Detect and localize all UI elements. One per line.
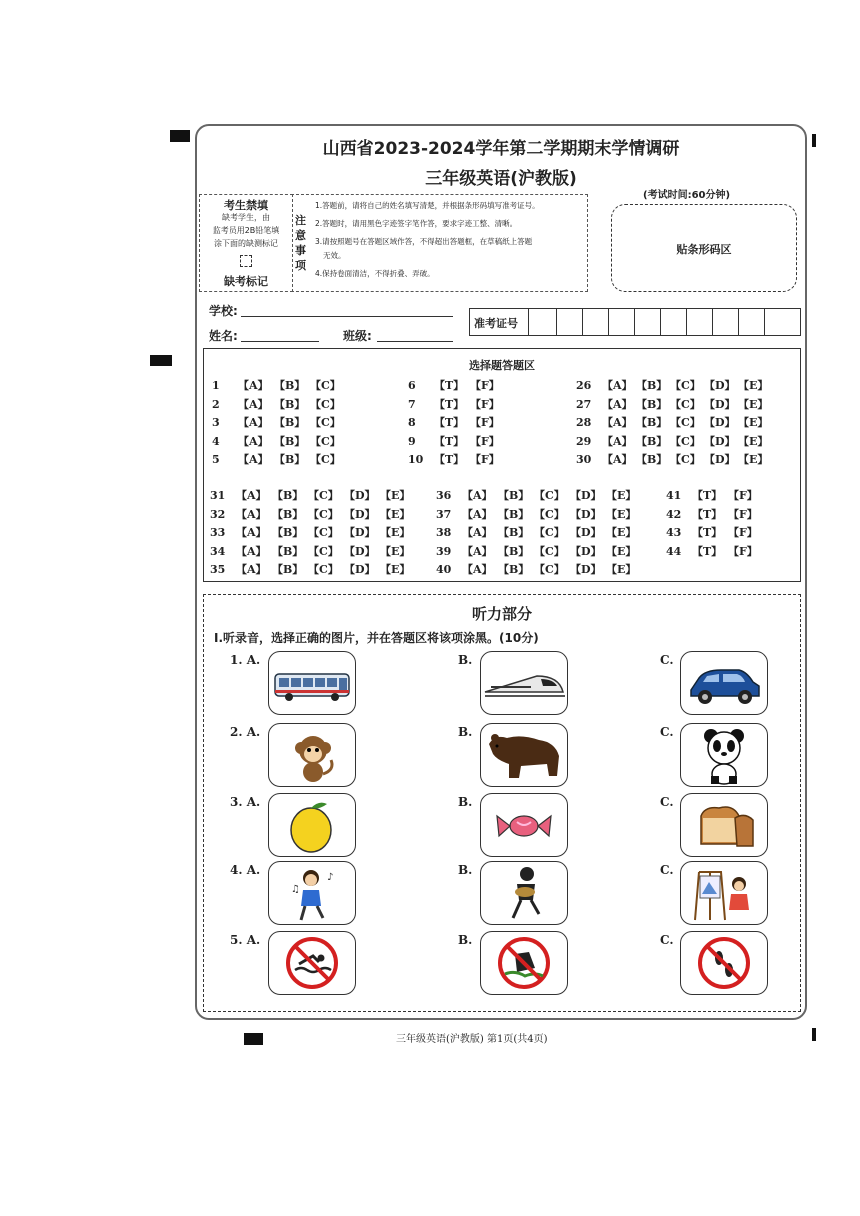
page-footer: 三年级英语(沪教版) 第1页(共4页) xyxy=(396,1034,548,1045)
question-list xyxy=(204,595,800,1011)
answer-option-bubble[interactable]: 【B】 xyxy=(636,416,668,429)
answer-row xyxy=(576,396,772,412)
answer-option-bubble[interactable]: 【D】 xyxy=(704,434,736,448)
answer-option-bubble[interactable]: 【D】 xyxy=(344,526,376,539)
answer-option-bubble[interactable]: 【A】 xyxy=(602,379,633,392)
option-b-label: B. xyxy=(458,863,473,877)
answer-option-bubble[interactable]: 【B】 xyxy=(272,489,304,502)
answer-option-bubble[interactable]: 【D】 xyxy=(704,379,736,392)
question-number: 5 xyxy=(212,453,220,466)
answer-option-bubble[interactable]: 【E】 xyxy=(738,379,769,392)
answer-option-bubble[interactable]: 【F】 xyxy=(470,397,500,411)
answer-option-bubble[interactable]: 【C】 xyxy=(670,397,701,411)
answer-option-bubble[interactable]: 【F】 xyxy=(470,434,500,448)
answer-option-bubble[interactable]: 【B】 xyxy=(274,379,306,392)
question-number: 27 xyxy=(576,397,592,411)
option-c-label: C. xyxy=(660,863,674,877)
answer-option-bubble[interactable]: 【E】 xyxy=(380,489,411,502)
question-number: 38 xyxy=(436,526,452,539)
picture-option[interactable] xyxy=(268,861,356,925)
answer-option-bubble[interactable]: 【B】 xyxy=(274,397,306,411)
answer-row xyxy=(666,543,764,559)
answer-option-bubble[interactable]: 【C】 xyxy=(308,526,339,539)
answer-option-bubble[interactable]: 【D】 xyxy=(344,544,376,558)
picture-option[interactable] xyxy=(268,651,356,715)
answer-option-bubble[interactable]: 【B】 xyxy=(272,563,304,576)
question-label: 5. A. xyxy=(230,933,261,947)
answer-row xyxy=(408,377,506,393)
answer-option-bubble[interactable]: 【A】 xyxy=(238,397,269,411)
question-number: 7 xyxy=(408,397,416,411)
question-label: 4. A. xyxy=(230,863,261,877)
answer-option-bubble[interactable]: 【B】 xyxy=(274,453,306,466)
question-number: 43 xyxy=(666,526,682,539)
listening-instruction: Ⅰ.听录音，选择正确的图片，并在答题区将该项涂黑。(10分) xyxy=(214,631,539,645)
picture-option[interactable] xyxy=(480,861,568,925)
question-number: 39 xyxy=(436,544,452,558)
answer-option-bubble[interactable]: 【T】 xyxy=(692,507,723,521)
no-walking-icon xyxy=(681,932,767,995)
answer-option-bubble[interactable]: 【B】 xyxy=(274,434,306,448)
answer-option-bubble[interactable]: 【B】 xyxy=(272,507,304,521)
answer-option-bubble[interactable]: 【B】 xyxy=(498,544,530,558)
notes-label: 注意事项 xyxy=(295,214,306,272)
absence-heading: 考生禁填 xyxy=(224,199,268,212)
question-number: 34 xyxy=(210,544,226,558)
answer-row xyxy=(576,433,772,449)
bear-icon xyxy=(481,724,567,787)
picture-option[interactable] xyxy=(268,931,356,995)
answer-row xyxy=(576,377,772,393)
answer-row xyxy=(210,561,416,577)
answer-option-bubble[interactable]: 【D】 xyxy=(570,526,602,539)
no-stepping-icon xyxy=(481,932,567,995)
answer-option-bubble[interactable]: 【A】 xyxy=(236,544,267,558)
answer-option-bubble[interactable]: 【A】 xyxy=(462,507,493,521)
question-number: 41 xyxy=(666,489,682,502)
answer-option-bubble[interactable]: 【A】 xyxy=(236,489,267,502)
page-title: 山西省2023-2024学年第二学期期末学情调研 xyxy=(322,139,680,159)
answer-option-bubble[interactable]: 【E】 xyxy=(738,434,769,448)
absence-text-2: 监考员用2B铅笔填 xyxy=(212,226,280,235)
answer-option-bubble[interactable]: 【A】 xyxy=(602,397,633,411)
exam-number-cell[interactable] xyxy=(608,309,609,335)
answer-option-bubble[interactable]: 【E】 xyxy=(738,397,769,411)
answer-option-bubble[interactable]: 【D】 xyxy=(704,453,736,466)
option-c-label: C. xyxy=(660,795,674,809)
answer-row xyxy=(210,524,416,540)
picture-option[interactable] xyxy=(680,931,768,995)
monkey-icon xyxy=(269,724,355,787)
answer-option-bubble[interactable]: 【A】 xyxy=(238,379,269,392)
question-number: 33 xyxy=(210,526,226,539)
question-number: 37 xyxy=(436,507,452,521)
answer-row xyxy=(212,414,346,430)
answer-option-bubble[interactable]: 【A】 xyxy=(602,453,633,466)
question-label: 1. A. xyxy=(230,653,261,667)
answer-option-bubble[interactable]: 【A】 xyxy=(462,563,493,576)
choice-answer-area xyxy=(203,348,801,582)
question-number: 3 xyxy=(212,416,220,429)
answer-option-bubble[interactable]: 【F】 xyxy=(470,416,500,429)
class-input[interactable] xyxy=(377,341,453,342)
answer-option-bubble[interactable]: 【A】 xyxy=(238,453,269,466)
question-number: 30 xyxy=(576,453,592,466)
answer-option-bubble[interactable]: 【B】 xyxy=(274,416,306,429)
answer-option-bubble[interactable]: 【B】 xyxy=(498,526,530,539)
answer-row xyxy=(436,561,642,577)
picture-option[interactable] xyxy=(480,651,568,715)
name-input[interactable] xyxy=(241,341,319,342)
question-number: 1 xyxy=(212,379,220,392)
answer-option-bubble[interactable]: 【A】 xyxy=(238,416,269,429)
high-speed-train-icon xyxy=(481,652,567,715)
question-number: 29 xyxy=(576,434,592,448)
answer-option-bubble[interactable]: 【B】 xyxy=(498,489,530,502)
question-number: 26 xyxy=(576,379,592,392)
answer-option-bubble[interactable]: 【D】 xyxy=(570,489,602,502)
answer-option-bubble[interactable]: 【T】 xyxy=(434,453,465,466)
svg-text:♪: ♪ xyxy=(327,872,334,883)
notes-box xyxy=(291,194,588,292)
answer-row xyxy=(212,396,346,412)
answer-option-bubble[interactable]: 【A】 xyxy=(462,544,493,558)
option-b-label: B. xyxy=(458,725,473,739)
answer-option-bubble[interactable]: 【D】 xyxy=(344,489,376,502)
answer-option-bubble[interactable]: 【T】 xyxy=(434,434,465,448)
option-b-label: B. xyxy=(458,933,473,947)
answer-option-bubble[interactable]: 【B】 xyxy=(636,434,668,448)
exam-number-cell[interactable] xyxy=(634,309,635,335)
answer-option-bubble[interactable]: 【E】 xyxy=(380,526,411,539)
question-number: 4 xyxy=(212,434,220,448)
answer-option-bubble[interactable]: 【T】 xyxy=(692,526,723,539)
absence-text-1: 缺考学生，由 xyxy=(222,213,270,222)
question-label: 2. A. xyxy=(230,725,261,739)
answer-option-bubble[interactable]: 【C】 xyxy=(534,526,565,539)
note-item-4: 4.保持卷面清洁，不得折叠、弄破。 xyxy=(315,269,435,278)
answer-row xyxy=(210,487,416,503)
question-number: 44 xyxy=(666,544,682,558)
girl-drawing-icon xyxy=(681,862,767,925)
answer-row xyxy=(436,524,642,540)
answer-option-bubble[interactable]: 【C】 xyxy=(670,379,701,392)
answer-row xyxy=(408,451,506,467)
exam-number-label: 准考证号 xyxy=(474,317,518,330)
svg-text:♫: ♫ xyxy=(291,884,300,895)
answer-option-bubble[interactable]: 【C】 xyxy=(534,489,565,502)
picture-option[interactable] xyxy=(680,861,768,925)
barcode-label: 贴条形码区 xyxy=(676,243,732,256)
school-input[interactable] xyxy=(241,316,453,317)
absence-mark-label: 缺考标记 xyxy=(224,275,268,288)
picture-option[interactable] xyxy=(680,651,768,715)
registration-mark-bottom-right xyxy=(812,1028,816,1041)
panda-icon xyxy=(681,724,767,787)
answer-row xyxy=(408,433,506,449)
exam-number-cell[interactable] xyxy=(738,309,739,335)
answer-option-bubble[interactable]: 【C】 xyxy=(308,489,339,502)
answer-option-bubble[interactable]: 【D】 xyxy=(570,544,602,558)
answer-option-bubble[interactable]: 【D】 xyxy=(570,507,602,521)
answer-option-bubble[interactable]: 【C】 xyxy=(670,434,701,448)
answer-option-bubble[interactable]: 【B】 xyxy=(636,453,668,466)
question-number: 36 xyxy=(436,489,452,502)
answer-option-bubble[interactable]: 【T】 xyxy=(692,489,723,502)
answer-row xyxy=(408,396,506,412)
answer-option-bubble[interactable]: 【E】 xyxy=(606,544,637,558)
picture-option[interactable] xyxy=(268,793,356,857)
answer-row xyxy=(666,487,764,503)
class-label: 班级: xyxy=(343,329,372,343)
answer-option-bubble[interactable]: 【B】 xyxy=(636,379,668,392)
answer-option-bubble[interactable]: 【C】 xyxy=(308,507,339,521)
answer-option-bubble[interactable]: 【F】 xyxy=(728,507,758,521)
boy-running-icon xyxy=(481,862,567,925)
answer-row xyxy=(408,414,506,430)
picture-option[interactable] xyxy=(480,793,568,857)
lemon-icon xyxy=(269,794,355,857)
answer-option-bubble[interactable]: 【C】 xyxy=(310,434,341,448)
candy-icon xyxy=(481,794,567,857)
bread-icon xyxy=(681,794,767,857)
question-number: 6 xyxy=(408,379,416,392)
exam-number-cell[interactable] xyxy=(712,309,713,335)
note-item-1: 1.答题前，请将自己的姓名填写清楚，并根据条形码填写准考证号。 xyxy=(315,201,540,210)
answer-option-bubble[interactable]: 【C】 xyxy=(310,379,341,392)
question-number: 2 xyxy=(212,397,220,411)
answer-option-bubble[interactable]: 【D】 xyxy=(344,563,376,576)
answer-option-bubble[interactable]: 【A】 xyxy=(236,507,267,521)
absence-text-3: 涂下面的缺测标记 xyxy=(214,239,278,248)
answer-option-bubble[interactable]: 【T】 xyxy=(434,416,465,429)
answer-option-bubble[interactable]: 【D】 xyxy=(704,397,736,411)
answer-option-bubble[interactable]: 【C】 xyxy=(534,563,565,576)
note-item-2: 2.答题时，请用黑色字迹签字笔作答，要求字迹工整、清晰。 xyxy=(315,219,518,228)
answer-option-bubble[interactable]: 【F】 xyxy=(728,489,758,502)
car-icon xyxy=(681,652,767,715)
note-item-3-cont: 无效。 xyxy=(323,251,346,260)
note-item-3: 3.请按照题号在答题区域作答，不得超出答题框，在草稿纸上答题 xyxy=(315,237,533,246)
answer-option-bubble[interactable]: 【E】 xyxy=(738,416,769,429)
answer-option-bubble[interactable]: 【C】 xyxy=(534,507,565,521)
question-number: 32 xyxy=(210,507,226,521)
listening-title: 听力部分 xyxy=(471,605,532,623)
answer-option-bubble[interactable]: 【A】 xyxy=(462,526,493,539)
bus-icon xyxy=(269,652,355,715)
answer-row xyxy=(436,506,642,522)
answer-row xyxy=(212,451,346,467)
answer-option-bubble[interactable]: 【C】 xyxy=(310,453,341,466)
answer-row xyxy=(210,506,416,522)
answer-option-bubble[interactable]: 【A】 xyxy=(462,489,493,502)
option-c-label: C. xyxy=(660,933,674,947)
answer-option-bubble[interactable]: 【E】 xyxy=(606,489,637,502)
registration-mark-bottom-left xyxy=(244,1033,263,1045)
answer-option-bubble[interactable]: 【F】 xyxy=(728,526,758,539)
answer-row xyxy=(436,543,642,559)
choice-area-title: 选择题答题区 xyxy=(469,359,535,372)
answer-option-bubble[interactable]: 【E】 xyxy=(738,453,769,466)
question-number: 42 xyxy=(666,507,682,521)
answer-row xyxy=(666,524,764,540)
picture-option[interactable] xyxy=(680,723,768,787)
answer-row xyxy=(212,433,346,449)
answer-option-bubble[interactable]: 【C】 xyxy=(670,453,701,466)
question-number: 31 xyxy=(210,489,226,502)
registration-mark-mid-left xyxy=(150,355,172,366)
exam-number-cell[interactable] xyxy=(660,309,661,335)
school-label: 学校: xyxy=(209,304,238,318)
option-b-label: B. xyxy=(458,653,473,667)
answer-option-bubble[interactable]: 【E】 xyxy=(380,507,411,521)
answer-option-bubble[interactable]: 【F】 xyxy=(470,379,500,392)
option-c-label: C. xyxy=(660,725,674,739)
answer-option-bubble[interactable]: 【E】 xyxy=(606,563,637,576)
answer-option-bubble[interactable]: 【D】 xyxy=(704,416,736,429)
option-c-label: C. xyxy=(660,653,674,667)
answer-option-bubble[interactable]: 【D】 xyxy=(570,563,602,576)
name-label: 姓名: xyxy=(209,329,238,343)
no-swimming-icon xyxy=(269,932,355,995)
answer-option-bubble[interactable]: 【B】 xyxy=(272,544,304,558)
exam-number-cell[interactable] xyxy=(556,309,557,335)
answer-option-bubble[interactable]: 【B】 xyxy=(498,563,530,576)
answer-option-bubble[interactable]: 【E】 xyxy=(380,544,411,558)
registration-mark-top-right xyxy=(812,134,816,147)
answer-row xyxy=(576,414,772,430)
answer-option-bubble[interactable]: 【C】 xyxy=(310,397,341,411)
picture-option[interactable] xyxy=(680,793,768,857)
answer-option-bubble[interactable]: 【E】 xyxy=(380,563,411,576)
answer-option-bubble[interactable]: 【F】 xyxy=(728,544,758,558)
answer-option-bubble[interactable]: 【E】 xyxy=(606,507,637,521)
question-number: 28 xyxy=(576,416,592,429)
answer-option-bubble[interactable]: 【B】 xyxy=(498,507,530,521)
answer-option-bubble[interactable]: 【C】 xyxy=(308,563,339,576)
answer-row xyxy=(212,377,346,393)
answer-option-bubble[interactable]: 【T】 xyxy=(692,544,723,558)
question-number: 8 xyxy=(408,416,416,429)
registration-mark-top-left xyxy=(170,130,190,142)
exam-number-cell[interactable] xyxy=(582,309,583,335)
answer-row xyxy=(666,506,764,522)
answer-option-bubble[interactable]: 【A】 xyxy=(236,563,267,576)
picture-option[interactable] xyxy=(480,931,568,995)
absence-box xyxy=(199,194,293,292)
answer-option-bubble[interactable]: 【C】 xyxy=(310,416,341,429)
absence-mark-checkbox[interactable] xyxy=(240,255,252,267)
exam-number-grid xyxy=(469,308,801,336)
answer-option-bubble[interactable]: 【C】 xyxy=(308,544,339,558)
answer-row xyxy=(576,451,772,467)
girl-singing-icon xyxy=(269,862,355,925)
answer-option-bubble[interactable]: 【D】 xyxy=(344,507,376,521)
question-number: 40 xyxy=(436,563,452,576)
answer-option-bubble[interactable]: 【B】 xyxy=(636,397,668,411)
question-number: 9 xyxy=(408,434,416,448)
answer-option-bubble[interactable]: 【C】 xyxy=(534,544,565,558)
answer-option-bubble[interactable]: 【B】 xyxy=(272,526,304,539)
picture-option[interactable] xyxy=(268,723,356,787)
exam-number-cell[interactable] xyxy=(686,309,687,335)
answer-option-bubble[interactable]: 【E】 xyxy=(606,526,637,539)
page-subtitle: 三年级英语(沪教版) xyxy=(425,169,577,189)
exam-time: (考试时间:60分钟) xyxy=(643,190,731,201)
exam-number-cell[interactable] xyxy=(764,309,765,335)
answer-option-bubble[interactable]: 【T】 xyxy=(434,379,465,392)
option-b-label: B. xyxy=(458,795,473,809)
answer-option-bubble[interactable]: 【T】 xyxy=(434,397,465,411)
answer-option-bubble[interactable]: 【A】 xyxy=(602,434,633,448)
answer-option-bubble[interactable]: 【A】 xyxy=(236,526,267,539)
listening-section xyxy=(203,594,801,1012)
picture-option[interactable] xyxy=(480,723,568,787)
answer-option-bubble[interactable]: 【F】 xyxy=(470,453,500,466)
answer-option-bubble[interactable]: 【A】 xyxy=(238,434,269,448)
barcode-area xyxy=(611,204,797,292)
question-label: 3. A. xyxy=(230,795,261,809)
question-number: 35 xyxy=(210,563,226,576)
answer-row xyxy=(210,543,416,559)
answer-option-bubble[interactable]: 【A】 xyxy=(602,416,633,429)
question-number: 10 xyxy=(408,453,424,466)
answer-row xyxy=(436,487,642,503)
answer-sheet xyxy=(195,124,807,1020)
answer-option-bubble[interactable]: 【C】 xyxy=(670,416,701,429)
